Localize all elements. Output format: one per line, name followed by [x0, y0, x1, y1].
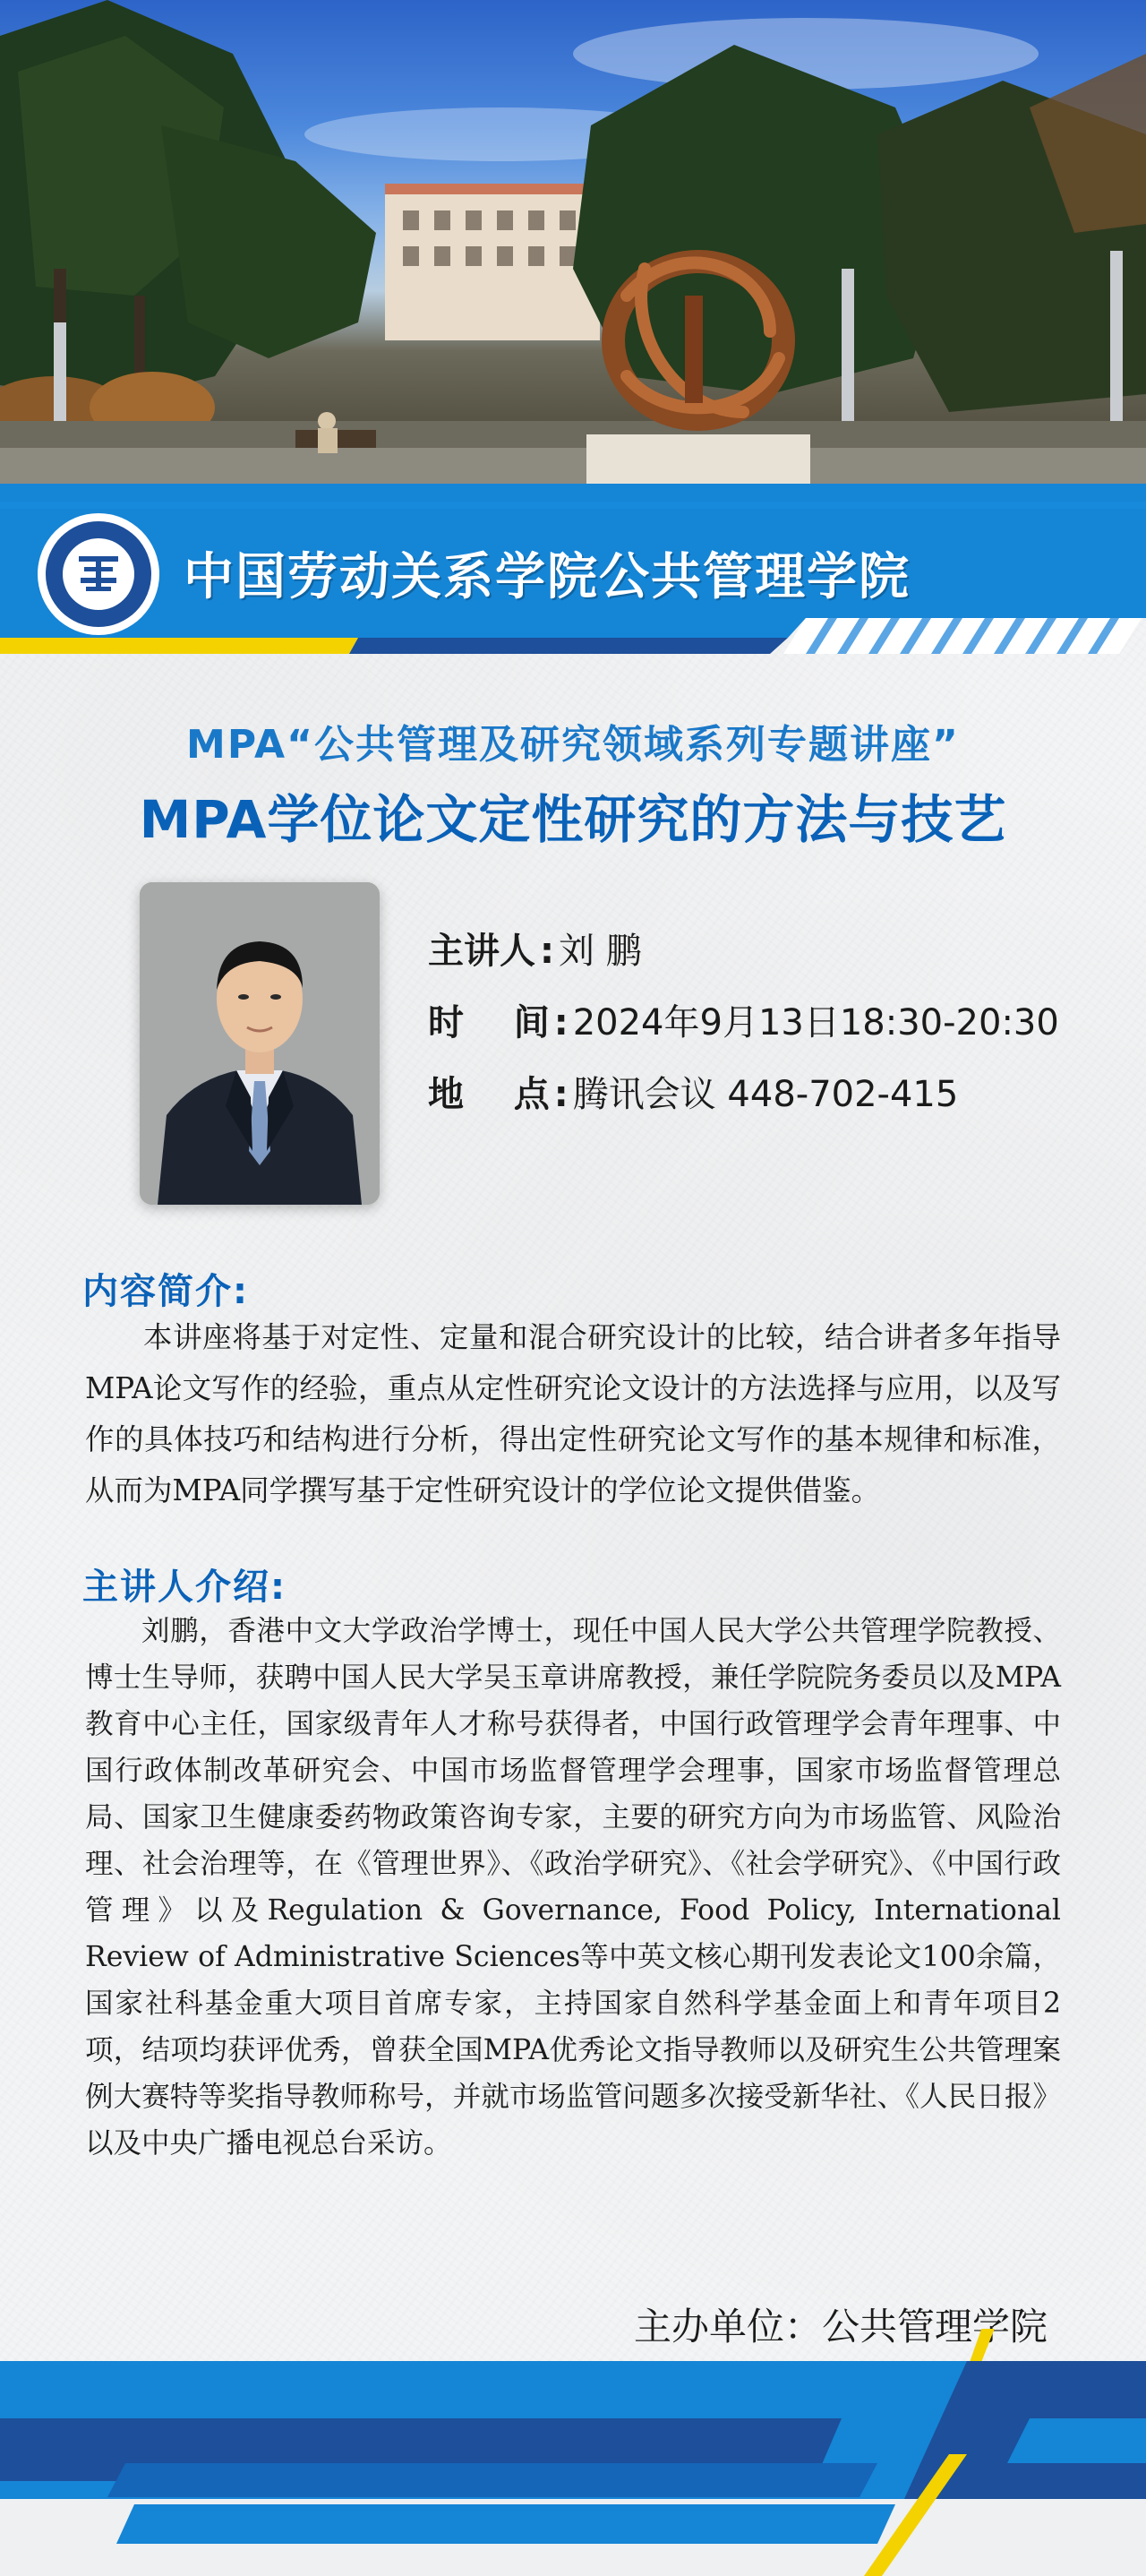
speaker-name: 刘 鹏 [559, 931, 642, 972]
organizer: 主办单位：公共管理学院 [633, 2305, 1048, 2348]
footer-band [0, 2329, 1146, 2576]
content-intro-text: 本讲座将基于对定性、定量和混合研究设计的比较，结合讲者多年指导MPA论文写作的经验，重点从定性研究论文设计的方法选择与应用，以及写作的具体技巧和结构进行分析，得出定性研究论文写作的基本规律和标准，从而为MPA同学撰写基于定性研究设计的学位论文提供借鉴。 [85, 1320, 1061, 1507]
campus-photo [0, 0, 1146, 502]
speaker-intro-text: 刘鹏，香港中文大学政治学博士，现任中国人民大学公共管理学院教授、博士生导师，获聘中国人民大学吴玉章讲席教授，兼任学院院务委员以及MPA教育中心主任，国家级青年人才称号获得者，中国行政管理学会青年理事、中国行政体制改革研究会、中国市场监督管理学会理事，国家市场监督管理总局、国家卫生健康委药物政策咨询专家，主要的研究方向为市场监管、风险治理、社会治理等，在《管理世界》、《政治学研究》、《社会学研究》、《中国行政管理》以及Regulation & Governance, Food Policy, International Review of Administrative Sciences等中英文核心期刊发表论文100余篇，国家社科基金重大项目首席专家，主持国家自然科学基金面上和青年项目2项，结项均获评优秀，曾获全国MPA优秀论文指导教师以及研究生公共管理案例大赛特等奖指导教师称号，并就市场监管问题多次接受新华社、《人民日报》以及中央广播电视总台采访。 [85, 1615, 1061, 2160]
logo-emblem-icon [63, 538, 134, 610]
series-title: MPA“公共管理及研究领域系列专题讲座” [186, 722, 960, 768]
logo-ring [46, 521, 151, 627]
content-intro-heading: 内容简介: [82, 1271, 249, 1312]
location-label: 地 点 [428, 1074, 550, 1115]
lecture-title: MPA学位论文定性研究的方法与技艺 [139, 789, 1007, 850]
time-row: 时 间 : 2024年9月13日18:30-20:30 [428, 994, 1059, 1066]
location-value: 腾讯会议 448-702-415 [572, 1074, 959, 1115]
time-label: 时 间 [428, 1002, 550, 1043]
speaker-row: 主讲人 : 刘 鹏 [428, 923, 1059, 994]
speaker-portrait [140, 882, 380, 1205]
school-name: 中国劳动关系学院公共管理学院 [184, 547, 911, 606]
speaker-label: 主讲人 [428, 931, 535, 972]
location-row: 地 点 : 腾讯会议 448-702-415 [428, 1066, 1059, 1138]
school-logo [38, 513, 159, 635]
speaker-intro-heading: 主讲人介绍: [82, 1567, 286, 1608]
lecture-info [428, 923, 1059, 1138]
time-value: 2024年9月13日18:30-20:30 [572, 1002, 1059, 1043]
